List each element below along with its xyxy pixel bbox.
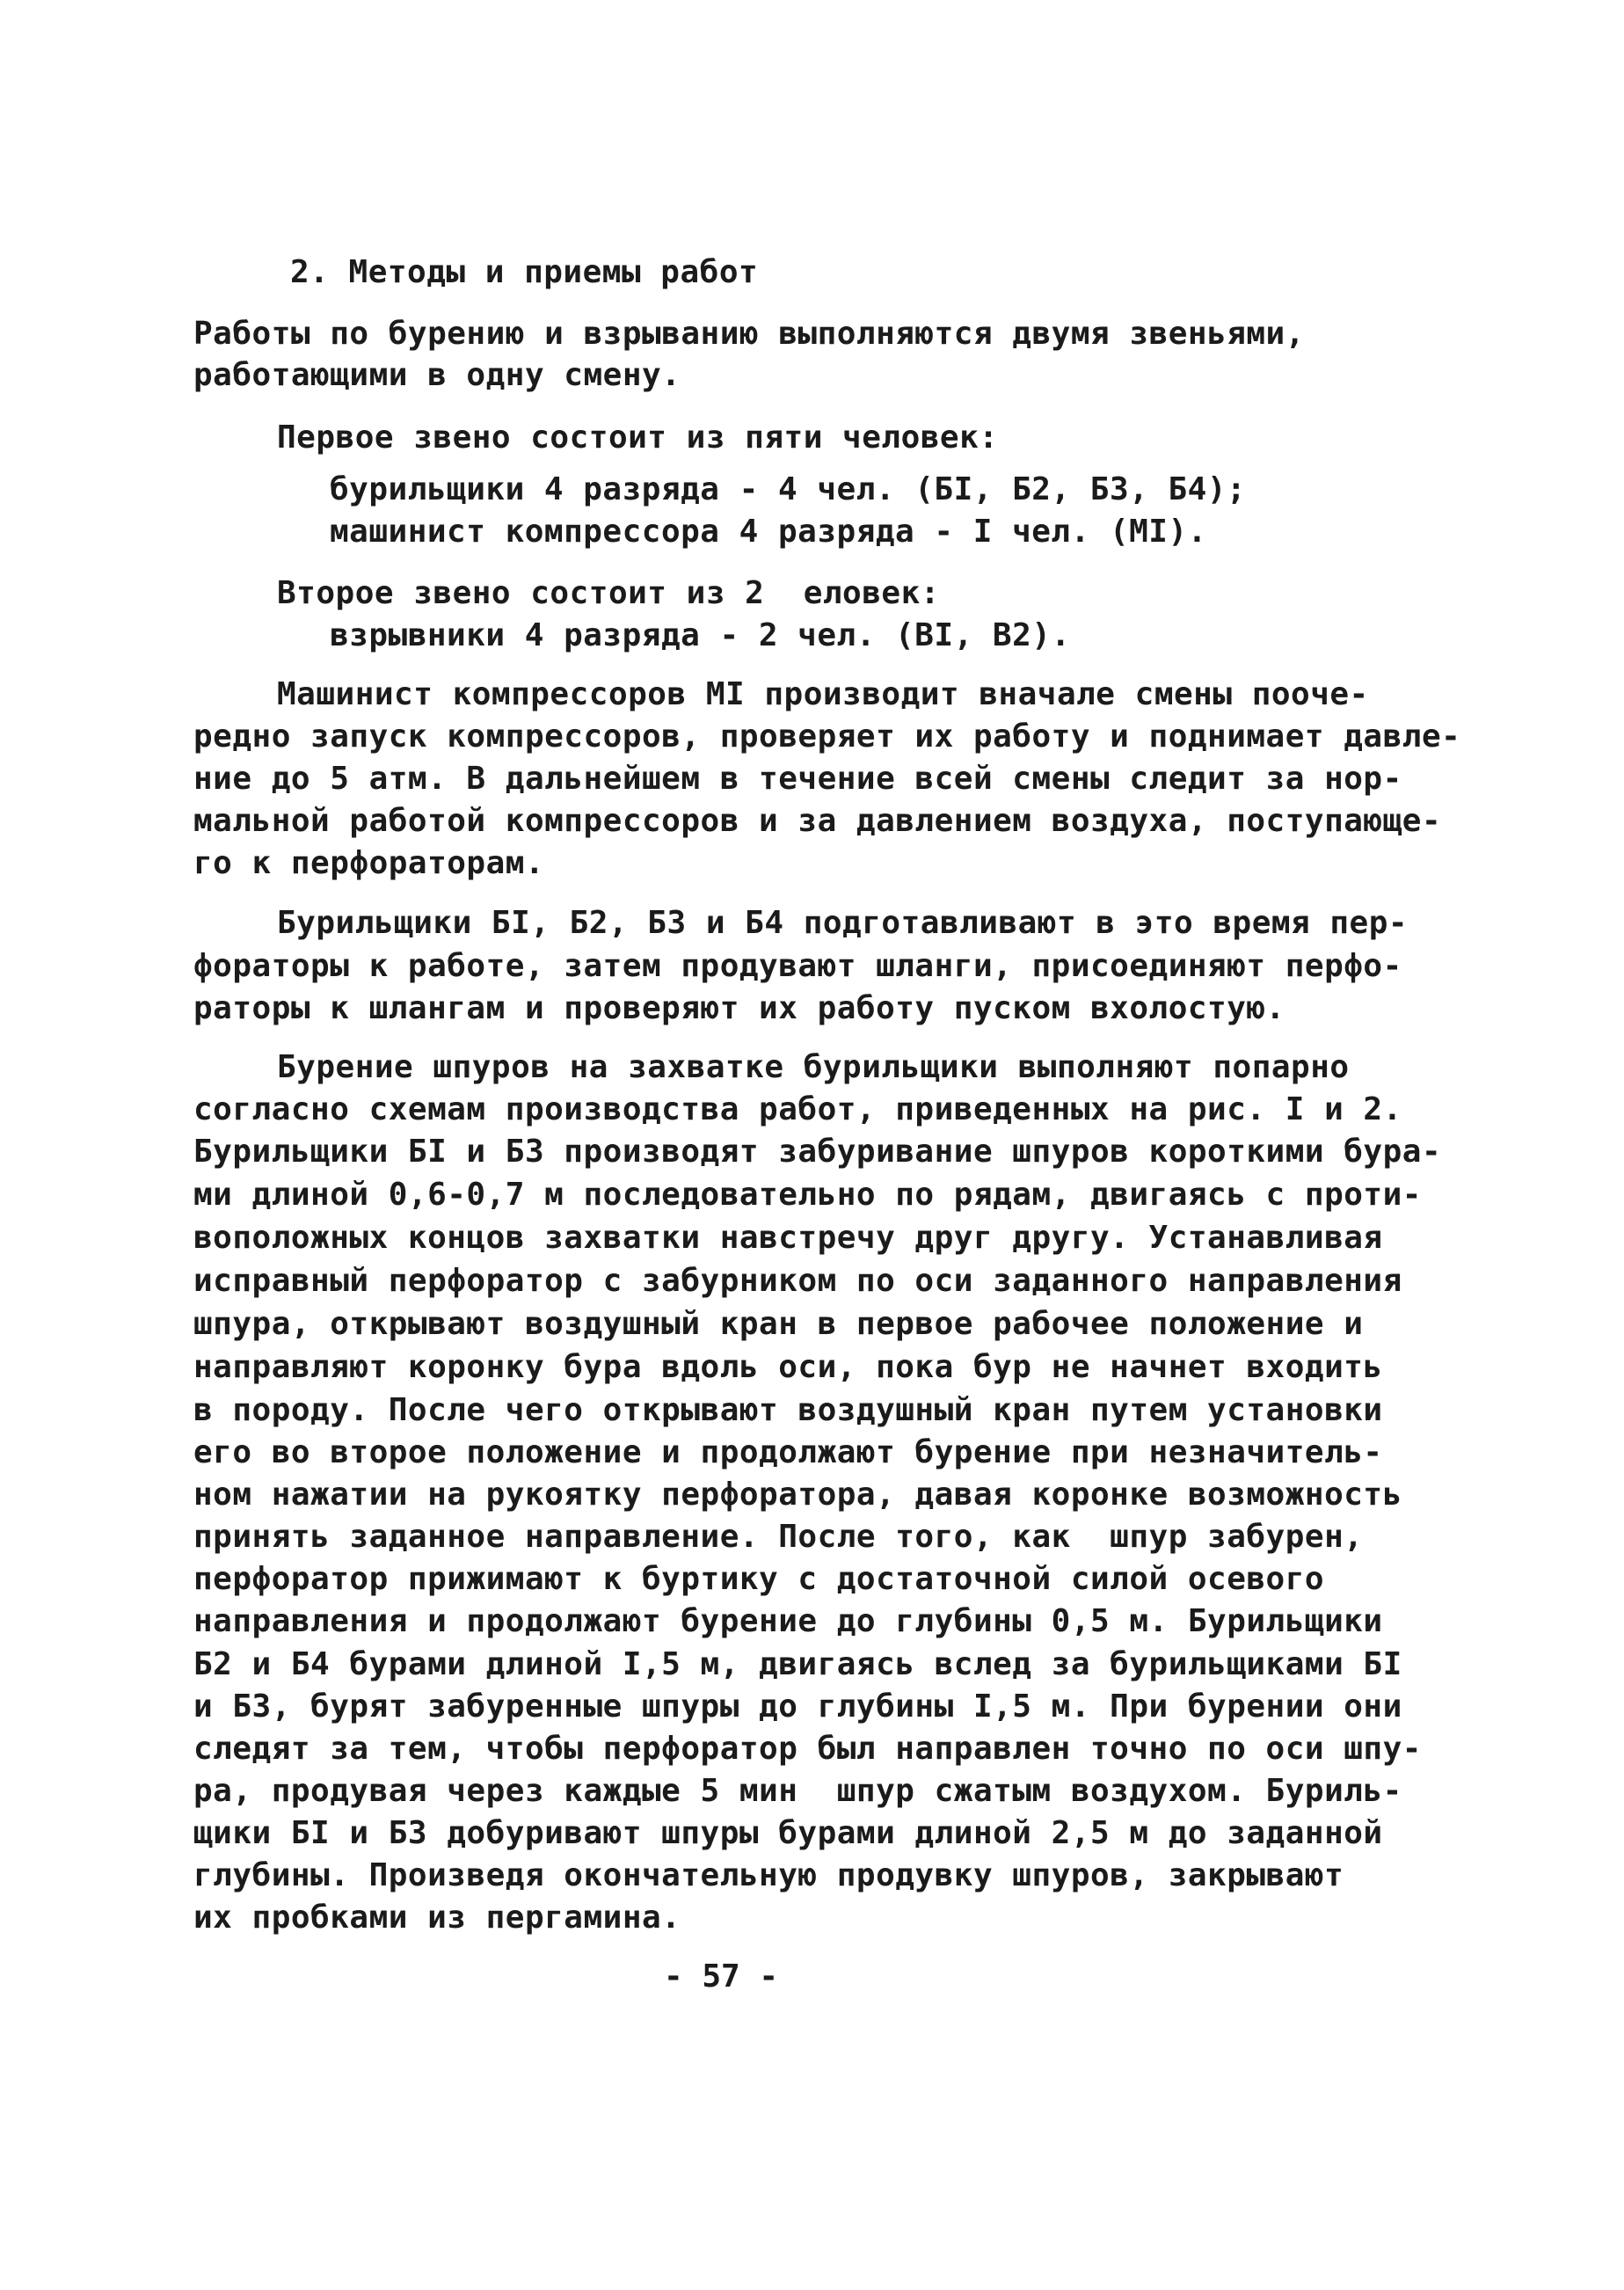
paragraph-line: фораторы к работе, затем продувают шланги, присоединяют перфо- — [193, 948, 1402, 984]
paragraph-line: Б2 и Б4 бурами длиной I,5 м, двигаясь вслед за бурильщиками БI — [193, 1646, 1402, 1682]
paragraph-line: Работы по бурению и взрыванию выполняются двумя звеньями, — [193, 316, 1305, 352]
crew1-member: машинист компрессора 4 разряда - I чел. (МI). — [330, 514, 1207, 550]
paragraph-line: щики БI и Б3 добуривают шпуры бурами длиной 2,5 м до заданной — [193, 1815, 1383, 1851]
paragraph-line: Машинист компрессоров МI производит вначале смены поoче- — [277, 676, 1369, 712]
paragraph-line: Бурение шпуров на захватке бурильщики выполняют попарно — [277, 1049, 1350, 1085]
paragraph-line: мальной работой компрессоров и за давлением воздуха, поступающе- — [193, 803, 1442, 839]
paragraph-line: работающими в одну смену. — [193, 357, 681, 393]
paragraph-line: редно запуск компрессоров, проверяет их работу и поднимает давле- — [193, 718, 1461, 755]
paragraph-line: Бурильщики БI, Б2, Б3 и Б4 подготавливают в это время пер- — [277, 905, 1409, 941]
paragraph-line: перфоратор прижимают к буртику с достаточной силой осевого — [193, 1561, 1325, 1597]
section-heading: 2. Методы и приемы работ — [290, 254, 759, 290]
paragraph-line: его во второе положение и продолжают бурение при незначитель- — [193, 1434, 1383, 1470]
crew2-member: взрывники 4 разряда - 2 чел. (BI, В2). — [330, 617, 1071, 653]
paragraph-line: направления и продолжают бурение до глубины 0,5 м. Бурильщики — [193, 1603, 1383, 1639]
paragraph-line: и Б3, бурят забуренные шпуры до глубины I,5 м. При бурении они — [193, 1688, 1402, 1725]
paragraph-line: ном нажатии на рукоятку перфоратора, давая коронке возможность — [193, 1477, 1402, 1513]
paragraph-line: исправный перфоратор с забурником по оси заданного направления — [193, 1263, 1402, 1299]
paragraph-line: направляют коронку бура вдоль оси, пока бур не начнет входить — [193, 1349, 1383, 1385]
paragraph-line: в породу. После чего открывают воздушный кран путем установки — [193, 1392, 1383, 1428]
paragraph-line: го к перфораторам. — [193, 845, 545, 881]
paragraph-line: ра, продувая через каждые 5 мин шпур сжатым воздухом. Буриль- — [193, 1773, 1402, 1809]
paragraph-line: воположных концов захватки навстречу друг другу. Устанавливая — [193, 1220, 1383, 1256]
paragraph-line: принять заданное направление. После того, как шпур забурен, — [193, 1519, 1364, 1555]
paragraph-line: ми длиной 0,6-0,7 м последовательно по рядам, двигаясь с проти- — [193, 1177, 1422, 1213]
paragraph-line: следят за тем, чтобы перфоратор был направлен точно по оси шпу- — [193, 1731, 1422, 1767]
paragraph-line: раторы к шлангам и проверяют их работу пуском вхолостую. — [193, 990, 1285, 1026]
paragraph-line: Бурильщики БI и Б3 производят забуривание шпуров короткими бура- — [193, 1134, 1442, 1170]
crew1-intro: Первое звено состоит из пяти человек: — [277, 419, 999, 456]
page-number: - 57 - — [664, 1958, 779, 1995]
paragraph-line: их пробками из пергамина. — [193, 1900, 681, 1936]
paragraph-line: глубины. Произведя окончательную продувку шпуров, закрывают — [193, 1857, 1344, 1893]
crew2-intro: Второе звено состоит из 2 еловек: — [277, 575, 940, 611]
paragraph-line: ние до 5 атм. В дальнейшем в течение всей смены следит за нор- — [193, 761, 1402, 797]
paragraph-line: согласно схемам производства работ, приведенных на рис. I и 2. — [193, 1091, 1402, 1127]
crew1-member: бурильщики 4 разряда - 4 чел. (БI, Б2, Б3, Б4); — [330, 471, 1247, 507]
paragraph-line: шпура, открывают воздушный кран в первое рабочее положение и — [193, 1306, 1364, 1342]
